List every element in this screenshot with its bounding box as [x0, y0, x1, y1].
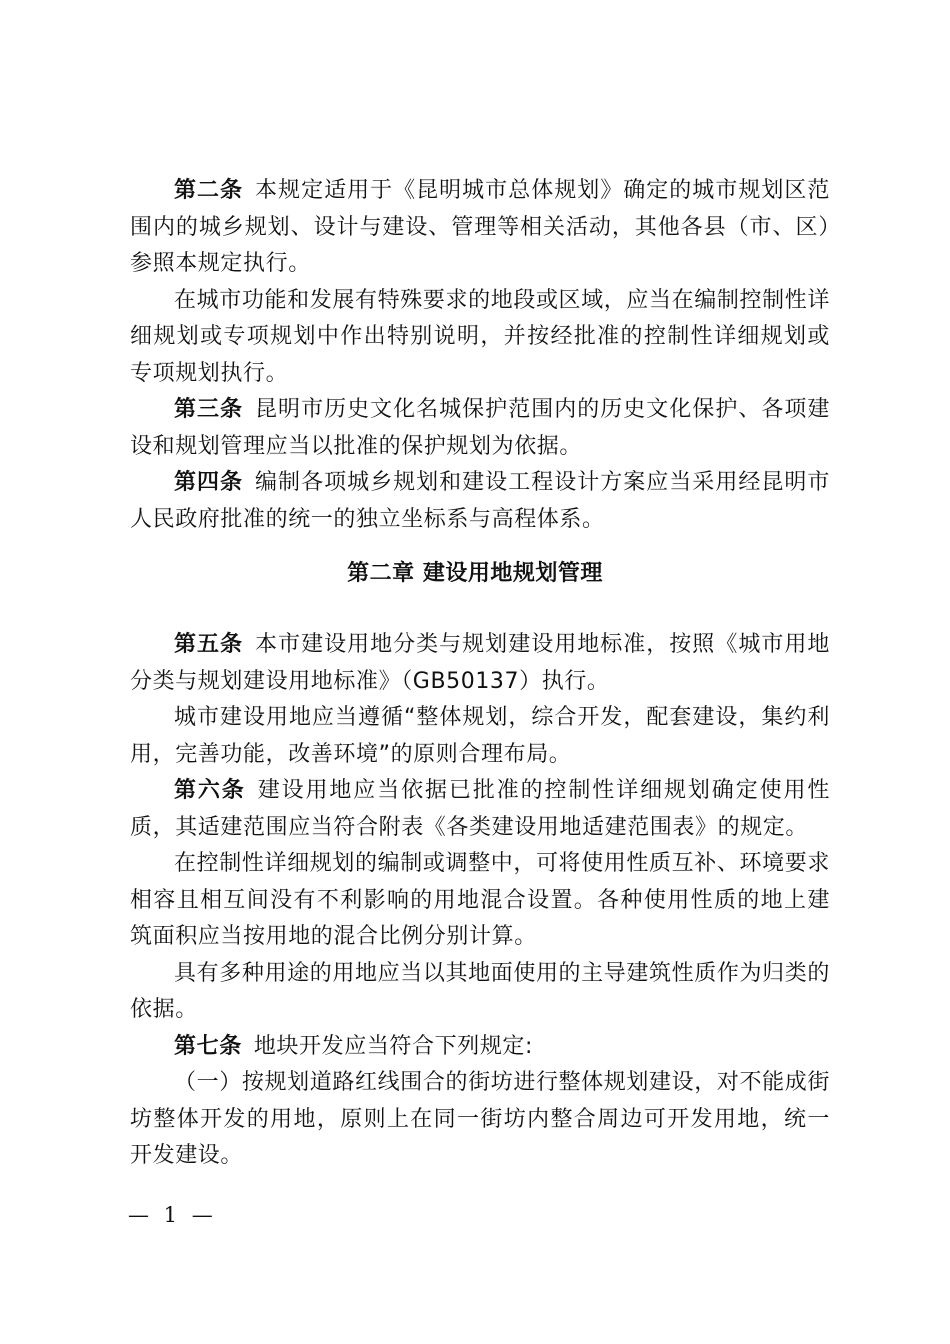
article-text: 本市建设用地分类与规划建设用地标准，按照《城市用地分类与规划建设用地标准》（GB50137）执行。: [130, 632, 830, 694]
article-label: 第四条: [174, 470, 244, 495]
article-6-paragraph-2: [130, 956, 830, 1029]
article-6: [130, 773, 830, 846]
article-3: [130, 392, 830, 465]
chapter-title: 第二章 建设用地规划管理: [347, 561, 603, 586]
paragraph-text: 在控制性详细规划的编制或调整中，可将使用性质互补、环境要求相容且相互间没有不利影响的用地混合设置。各种使用性质的地上建筑面积应当按用地的混合比例分别计算。: [130, 851, 830, 949]
paragraph-text: 在城市功能和发展有特殊要求的地段或区域，应当在编制控制性详细规划或专项规划中作出特别说明，并按经批准的控制性详细规划或专项规划执行。: [130, 287, 830, 386]
section-land-use-planning: [130, 627, 830, 1175]
paragraph-text: 具有多种用途的用地应当以其地面使用的主导建筑性质作为归类的依据。: [130, 960, 830, 1022]
article-2: [130, 173, 830, 283]
article-label: 第三条: [174, 397, 244, 422]
page-number: — 1 —: [128, 1203, 217, 1227]
article-label: 第五条: [174, 632, 244, 657]
article-label: 第二条: [174, 178, 244, 203]
article-text: 建设用地应当依据已批准的控制性详细规划确定使用性质，其适建范围应当符合附表《各类建设用地适建范围表》的规定。: [130, 778, 830, 840]
article-7-item-1: [130, 1065, 830, 1175]
article-2-paragraph: [130, 283, 830, 393]
article-text: 地块开发应当符合下列规定:: [253, 1033, 534, 1059]
article-5-paragraph: [130, 700, 830, 773]
article-text: 编制各项城乡规划和建设工程设计方案应当采用经昆明市人民政府批准的统一的独立坐标系与高程体系。: [130, 470, 830, 532]
article-label: 第六条: [174, 778, 246, 803]
paragraph-text: （一）按规划道路红线围合的街坊进行整体规划建设，对不能成街坊整体开发的用地，原则上在同一街坊内整合周边可开发用地，统一开发建设。: [130, 1070, 830, 1168]
article-text: 本规定适用于《昆明城市总体规划》确定的城市规划区范围内的城乡规划、设计与建设、管理等相关活动，其他各县（市、区）参照本规定执行。: [130, 178, 830, 276]
section-general-provisions: [130, 173, 830, 538]
article-text: 昆明市历史文化名城保护范围内的历史文化保护、各项建设和规划管理应当以批准的保护规划为依据。: [130, 397, 830, 459]
article-6-paragraph-1: [130, 846, 830, 956]
article-5: [130, 627, 830, 700]
article-label: 第七条: [174, 1033, 242, 1059]
article-4: [130, 465, 830, 538]
article-7: [130, 1029, 830, 1066]
paragraph-text: 城市建设用地应当遵循“整体规划，综合开发，配套建设，集约利用，完善功能，改善环境”的原则合理布局。: [130, 705, 830, 767]
